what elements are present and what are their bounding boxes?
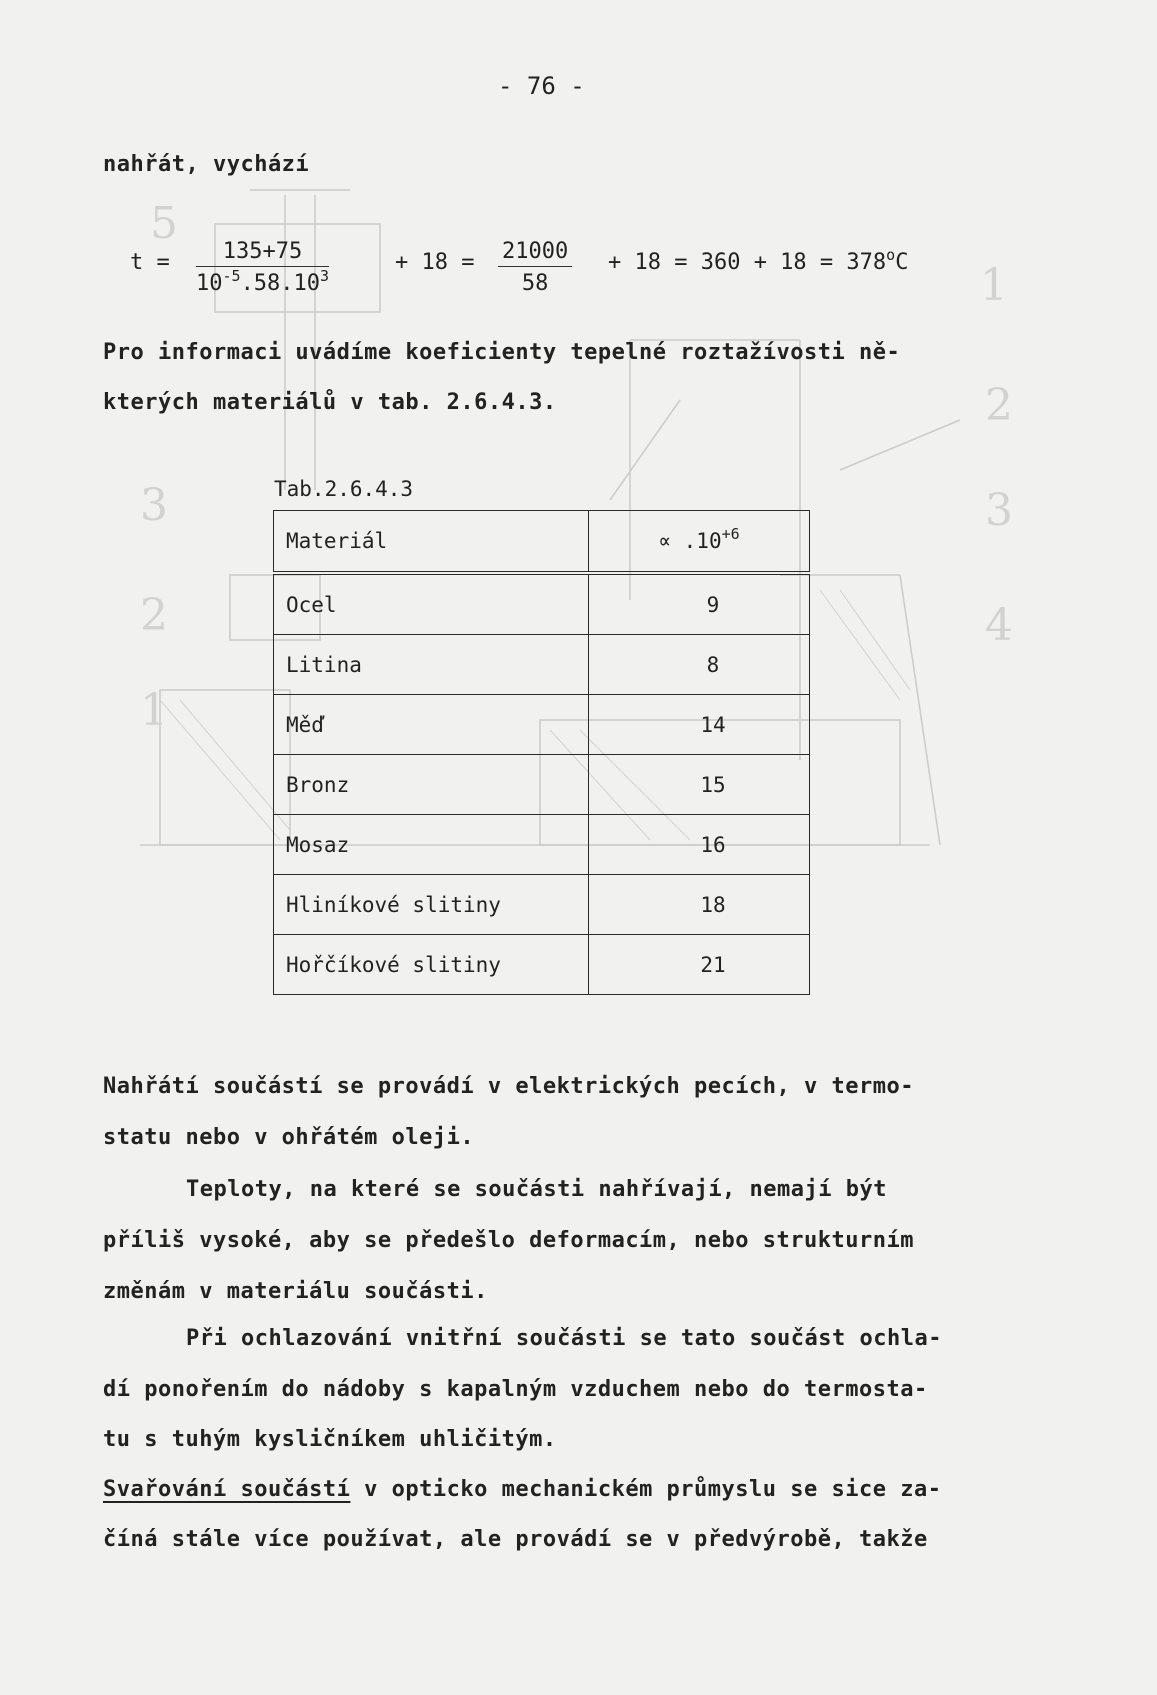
formula-fraction-1-numerator: 135+75 [196, 239, 329, 267]
table-row [274, 755, 810, 815]
material-cell: Hořčíkové slitiny [274, 935, 589, 995]
svg-text:2: 2 [985, 380, 1013, 431]
table-label: Tab.2.6.4.3 [274, 477, 414, 501]
formula-fraction-2-denominator: 58 [521, 271, 549, 296]
value-cell: 15 [589, 755, 810, 815]
svg-text:1: 1 [980, 260, 1008, 311]
svg-text:1: 1 [140, 685, 168, 736]
value-cell: 18 [589, 875, 810, 935]
formula-fraction-1-denominator: $10^{-5}.58.10^3$ [196, 267, 330, 296]
paragraph-4-line-3: tu s tuhým kysličníkem uhličitým. [103, 1427, 557, 1452]
paragraph-4-line-1: Při ochlazování vnitřní součásti se tato součást ochla- [186, 1326, 942, 1351]
formula-fraction-2-numerator: 21000 [498, 239, 572, 267]
intro-line: nahřát, vychází [103, 152, 310, 177]
formula-plus-1: + 18 = [395, 250, 475, 275]
paragraph-3-line-3: změnám v materiálu součásti. [103, 1279, 488, 1304]
paragraph-3-line-1: Teploty, na které se součásti nahřívají, nemají být [186, 1177, 888, 1202]
svg-text:3: 3 [985, 485, 1013, 536]
material-cell: Měď [274, 695, 589, 755]
table-row [274, 635, 810, 695]
svg-text:3: 3 [140, 480, 168, 531]
formula-fraction-2 [498, 239, 572, 296]
paragraph-1-line-2: kterých materiálů v tab. 2.6.4.3. [103, 390, 557, 415]
value-cell: 8 [589, 635, 810, 695]
svg-text:2: 2 [140, 590, 168, 641]
table-header-row [274, 511, 810, 574]
formula-result: + $18 = 360 + 18 = 378^oC$ [608, 246, 909, 275]
page-number: - 76 - [498, 72, 585, 100]
table-row [274, 875, 810, 935]
paragraph-5-line-1: Svařování součástí v opticko mechanickém průmyslu se sice za- [103, 1477, 942, 1502]
material-cell: Hliníkové slitiny [274, 875, 589, 935]
value-cell: 9 [589, 573, 810, 635]
value-cell: 16 [589, 815, 810, 875]
formula-lhs: t = [130, 250, 170, 275]
table-row [274, 573, 810, 635]
paragraph-2-line-2: statu nebo v ohřátém oleji. [103, 1125, 475, 1150]
paragraph-5-line-2: číná stále více používat, ale provádí se v předvýrobě, takže [103, 1527, 928, 1552]
value-cell: 21 [589, 935, 810, 995]
paragraph-2-line-1: Nahřátí součástí se provádí v elektrických pecích, v termo- [103, 1074, 914, 1099]
paragraph-1-line-1: Pro informaci uvádíme koeficienty tepelné roztažívosti ně- [103, 340, 901, 365]
header-coefficient: ∝ $.10^{+6}$ [589, 511, 810, 574]
material-cell: Bronz [274, 755, 589, 815]
table-row [274, 695, 810, 755]
svg-text:5: 5 [150, 198, 178, 249]
material-cell: Litina [274, 635, 589, 695]
svg-text:4: 4 [985, 600, 1013, 651]
materials-table [273, 510, 810, 995]
value-cell: 14 [589, 695, 810, 755]
section-lead-underlined: Svařování součástí [103, 1477, 351, 1502]
table-row [274, 935, 810, 995]
paragraph-3-line-2: příliš vysoké, aby se předešlo deformacím, nebo strukturním [103, 1228, 914, 1253]
paragraph-4-line-2: dí ponořením do nádoby s kapalným vzduchem nebo do termosta- [103, 1377, 928, 1402]
table-row [274, 815, 810, 875]
formula-fraction-1 [196, 239, 329, 296]
material-cell: Ocel [274, 573, 589, 635]
header-material: Materiál [274, 511, 589, 574]
material-cell: Mosaz [274, 815, 589, 875]
